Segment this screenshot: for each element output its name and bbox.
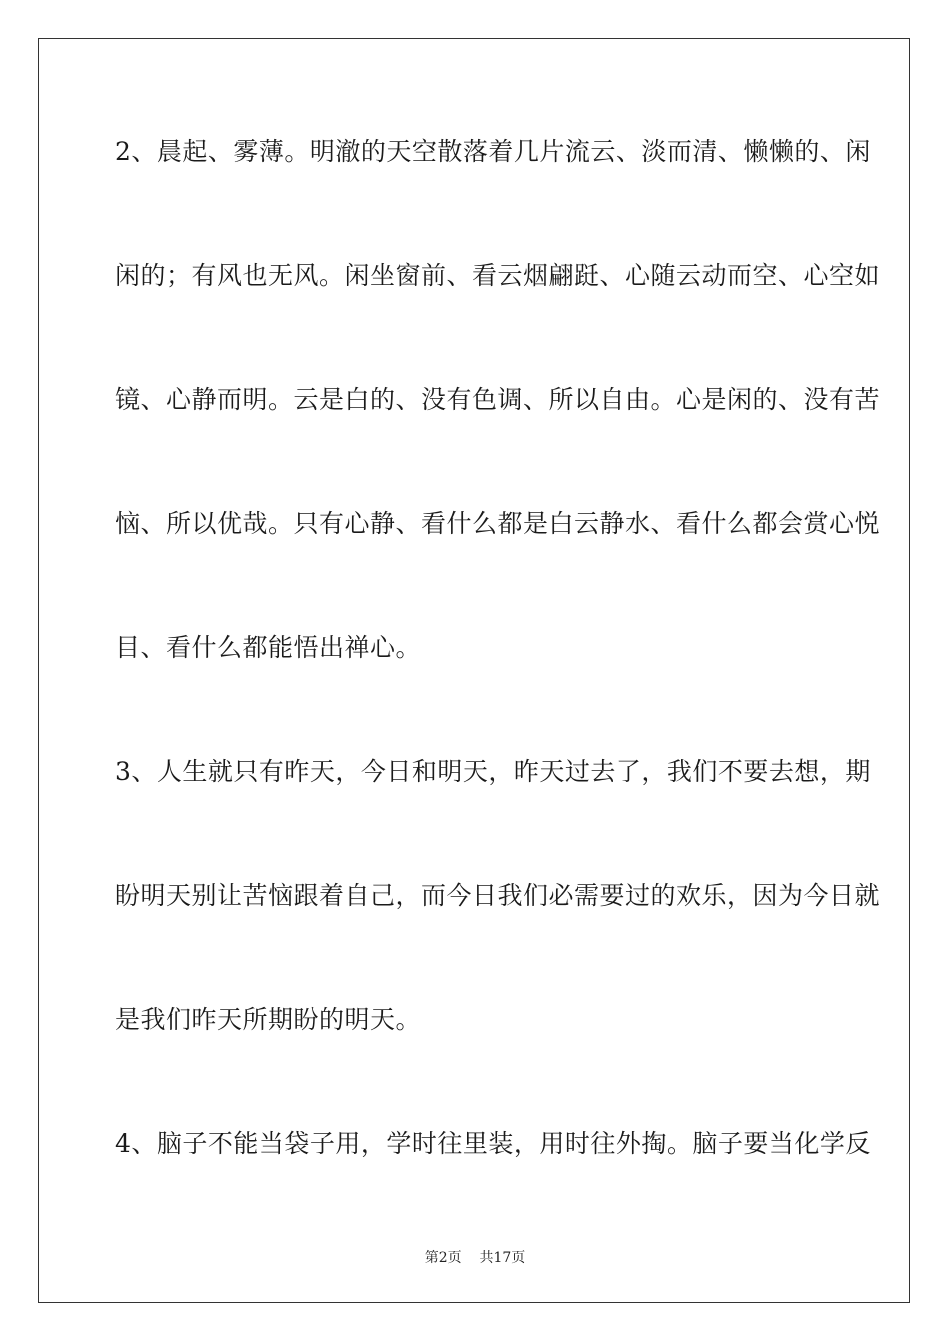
page-border [38,38,910,1303]
paragraph-line: 盼明天别让苦恼跟着自己，而今日我们必需要过的欢乐，因为今日就 [115,881,881,910]
paragraph-line: 3、人生就只有昨天，今日和明天，昨天过去了，我们不要去想，期 [115,757,871,786]
paragraph-line: 闲的；有风也无风。闲坐窗前、看云烟翩跹、心随云动而空、心空如 [115,261,881,290]
paragraph-line: 镜、心静而明。云是白的、没有色调、所以自由。心是闲的、没有苦 [115,385,881,414]
paragraph-line: 2、晨起、雾薄。明澈的天空散落着几片流云、淡而清、懒懒的、闲 [115,137,871,166]
paragraph-line: 4、脑子不能当袋子用，学时往里装，用时往外掏。脑子要当化学反 [115,1129,871,1158]
page-number: 第2页 共17页 [424,1250,526,1266]
paragraph-line: 是我们昨天所期盼的明天。 [115,1005,422,1034]
paragraph-line: 目、看什么都能悟出禅心。 [115,633,422,662]
paragraph-line: 恼、所以优哉。只有心静、看什么都是白云静水、看什么都会赏心悦 [115,509,881,538]
